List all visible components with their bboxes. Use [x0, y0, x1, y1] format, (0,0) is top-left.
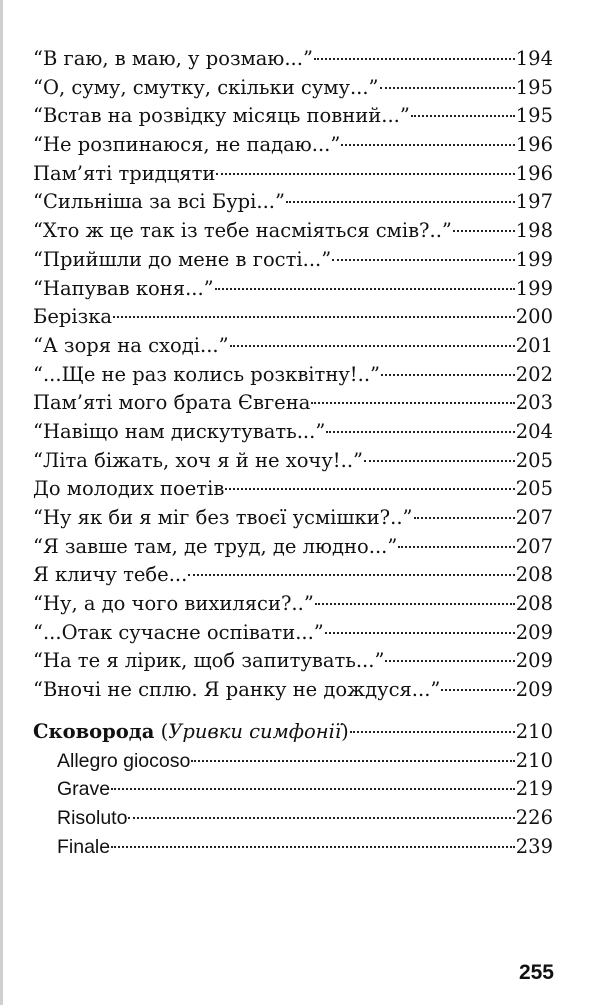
dot-leader — [364, 460, 515, 462]
dot-leader — [453, 230, 515, 232]
toc-entry — [33, 447, 553, 476]
dot-leader — [326, 431, 514, 433]
toc-entry-title: “Прийшли до мене в гості...” — [33, 247, 332, 271]
section-item-title: Allegro giocoso — [57, 749, 191, 772]
dot-leader — [191, 760, 514, 762]
section-item-title: Risoluto — [57, 807, 128, 830]
dot-leader — [414, 517, 515, 519]
dot-leader — [314, 58, 515, 60]
section-item-page: 226 — [515, 806, 553, 830]
section-subtitle: Уривки симфонії — [168, 720, 342, 743]
dot-leader — [325, 632, 515, 634]
toc-entry-title: Я кличу тебе... — [33, 563, 188, 587]
toc-entry-page: 200 — [515, 305, 553, 329]
dot-leader — [111, 846, 515, 848]
dot-leader — [341, 144, 514, 146]
dot-leader — [350, 731, 515, 733]
toc-entry-page: 207 — [515, 534, 553, 558]
toc-entry — [33, 131, 553, 160]
dot-leader — [113, 316, 515, 318]
toc-entry — [33, 619, 553, 648]
toc-entry-title: “О, суму, смутку, скільки суму...” — [33, 75, 379, 99]
section-item-title: Finale — [57, 835, 111, 858]
section-close-paren: ) — [341, 720, 349, 743]
section-item-page: 239 — [515, 834, 553, 858]
toc-entry-page: 209 — [515, 678, 553, 702]
toc-entry-title: “Навіщо нам дискутувать...” — [33, 419, 326, 443]
dot-leader — [230, 345, 515, 347]
table-of-contents — [33, 45, 553, 705]
toc-entry — [33, 45, 553, 74]
toc-entry — [33, 303, 553, 332]
section-item — [33, 804, 553, 833]
toc-entry — [33, 188, 553, 217]
section-item-page: 210 — [515, 748, 553, 772]
toc-entry-title: “...Отак сучасне оспівати...” — [33, 620, 324, 644]
dot-leader — [441, 689, 514, 691]
dot-leader — [128, 817, 514, 819]
dot-leader — [380, 87, 515, 89]
toc-entry-page: 203 — [515, 391, 553, 415]
toc-entry-title: “Я завше там, де труд, де людно...” — [33, 534, 398, 558]
section-heading — [33, 718, 553, 747]
dot-leader — [286, 201, 515, 203]
toc-entry-title: “Напував коня...” — [33, 276, 214, 300]
dot-leader — [315, 603, 515, 605]
toc-entry — [33, 102, 553, 131]
section-item — [33, 775, 553, 804]
toc-entry-title: “Встав на розвідку місяць повний...” — [33, 104, 410, 128]
toc-entry-page: 198 — [515, 219, 553, 243]
toc-entry-title: “Не розпинаюся, не падаю...” — [33, 133, 341, 157]
toc-entry-title: “В гаю, в маю, у розмаю...” — [33, 47, 313, 70]
toc-entry — [33, 647, 553, 676]
dot-leader — [385, 660, 514, 662]
dot-leader — [111, 788, 515, 790]
skovoroda-section — [33, 718, 553, 861]
toc-entry-title: Берізка — [33, 305, 113, 329]
toc-entry-title: “Вночі не сплю. Я ранку не дождуся...” — [33, 678, 441, 702]
toc-entry-page: 209 — [515, 649, 553, 673]
toc-entry-title: Пам’яті тридцяти — [33, 161, 216, 185]
toc-entry — [33, 275, 553, 304]
toc-entry — [33, 418, 553, 447]
toc-entry — [33, 332, 553, 361]
toc-entry — [33, 533, 553, 562]
toc-entry — [33, 676, 553, 705]
toc-entry — [33, 504, 553, 533]
section-title: Сковорода — [33, 720, 155, 743]
toc-entry-page: 196 — [515, 161, 553, 185]
dot-leader — [225, 488, 514, 490]
dot-leader — [398, 546, 514, 548]
toc-entry-title: “Ну, а до чого вихиляси?..” — [33, 592, 314, 616]
toc-entry — [33, 74, 553, 103]
dot-leader — [216, 173, 514, 175]
dot-leader — [332, 259, 515, 261]
toc-entry-page: 202 — [515, 362, 553, 386]
toc-entry-title: “А зоря на сході...” — [33, 333, 229, 357]
toc-entry-title: “Сильніша за всі Бурі...” — [33, 190, 285, 214]
toc-entry-page: 208 — [515, 563, 553, 587]
toc-entry-page: 199 — [515, 247, 553, 271]
toc-entry — [33, 246, 553, 275]
dot-leader — [188, 574, 514, 576]
toc-entry-title: До молодих поетів — [33, 477, 225, 501]
toc-entry — [33, 389, 553, 418]
dot-leader — [215, 288, 515, 290]
dot-leader — [311, 402, 514, 404]
section-item — [33, 833, 553, 862]
toc-entry-title: “Хто ж це так із тебе насміяться смів?..” — [33, 219, 452, 243]
dot-leader — [411, 115, 515, 117]
page-number: 255 — [518, 961, 554, 984]
toc-entry-page: 208 — [515, 592, 553, 616]
section-item-page: 219 — [515, 777, 553, 801]
toc-entry-page: 195 — [515, 75, 553, 99]
toc-entry — [33, 561, 553, 590]
toc-entry — [33, 590, 553, 619]
toc-entry — [33, 475, 553, 504]
section-item-title: Grave — [57, 778, 111, 801]
toc-entry-title: “Ну як би я міг без твоєї усмішки?..” — [33, 506, 413, 529]
toc-entry-page: 201 — [515, 333, 553, 357]
section-open-paren: ( — [160, 720, 169, 743]
toc-entry-page: 196 — [515, 133, 553, 157]
toc-entry-page: 194 — [515, 47, 553, 70]
toc-entry-page: 205 — [515, 477, 553, 501]
toc-entry-title: “Літа біжать, хоч я й не хочу!..” — [33, 448, 363, 472]
toc-entry-page: 204 — [515, 419, 553, 443]
toc-entry-page: 197 — [515, 190, 553, 214]
toc-entry — [33, 361, 553, 390]
toc-entry-page: 195 — [515, 104, 553, 128]
toc-entry-page: 199 — [515, 276, 553, 300]
toc-entry-page: 209 — [515, 620, 553, 644]
section-item — [33, 747, 553, 776]
dot-leader — [381, 374, 515, 376]
toc-entry-title: Пам’яті мого брата Євгена — [33, 391, 311, 415]
toc-entry — [33, 160, 553, 189]
page-edge-shadow — [0, 0, 3, 1005]
toc-entry-page: 207 — [515, 506, 553, 529]
toc-entry — [33, 217, 553, 246]
toc-entry-title: “На те я лірик, щоб запитувать...” — [33, 649, 385, 673]
toc-entry-page: 205 — [515, 448, 553, 472]
section-page: 210 — [515, 720, 553, 743]
toc-entry-title: “...Ще не раз колись розквітну!..” — [33, 362, 381, 386]
